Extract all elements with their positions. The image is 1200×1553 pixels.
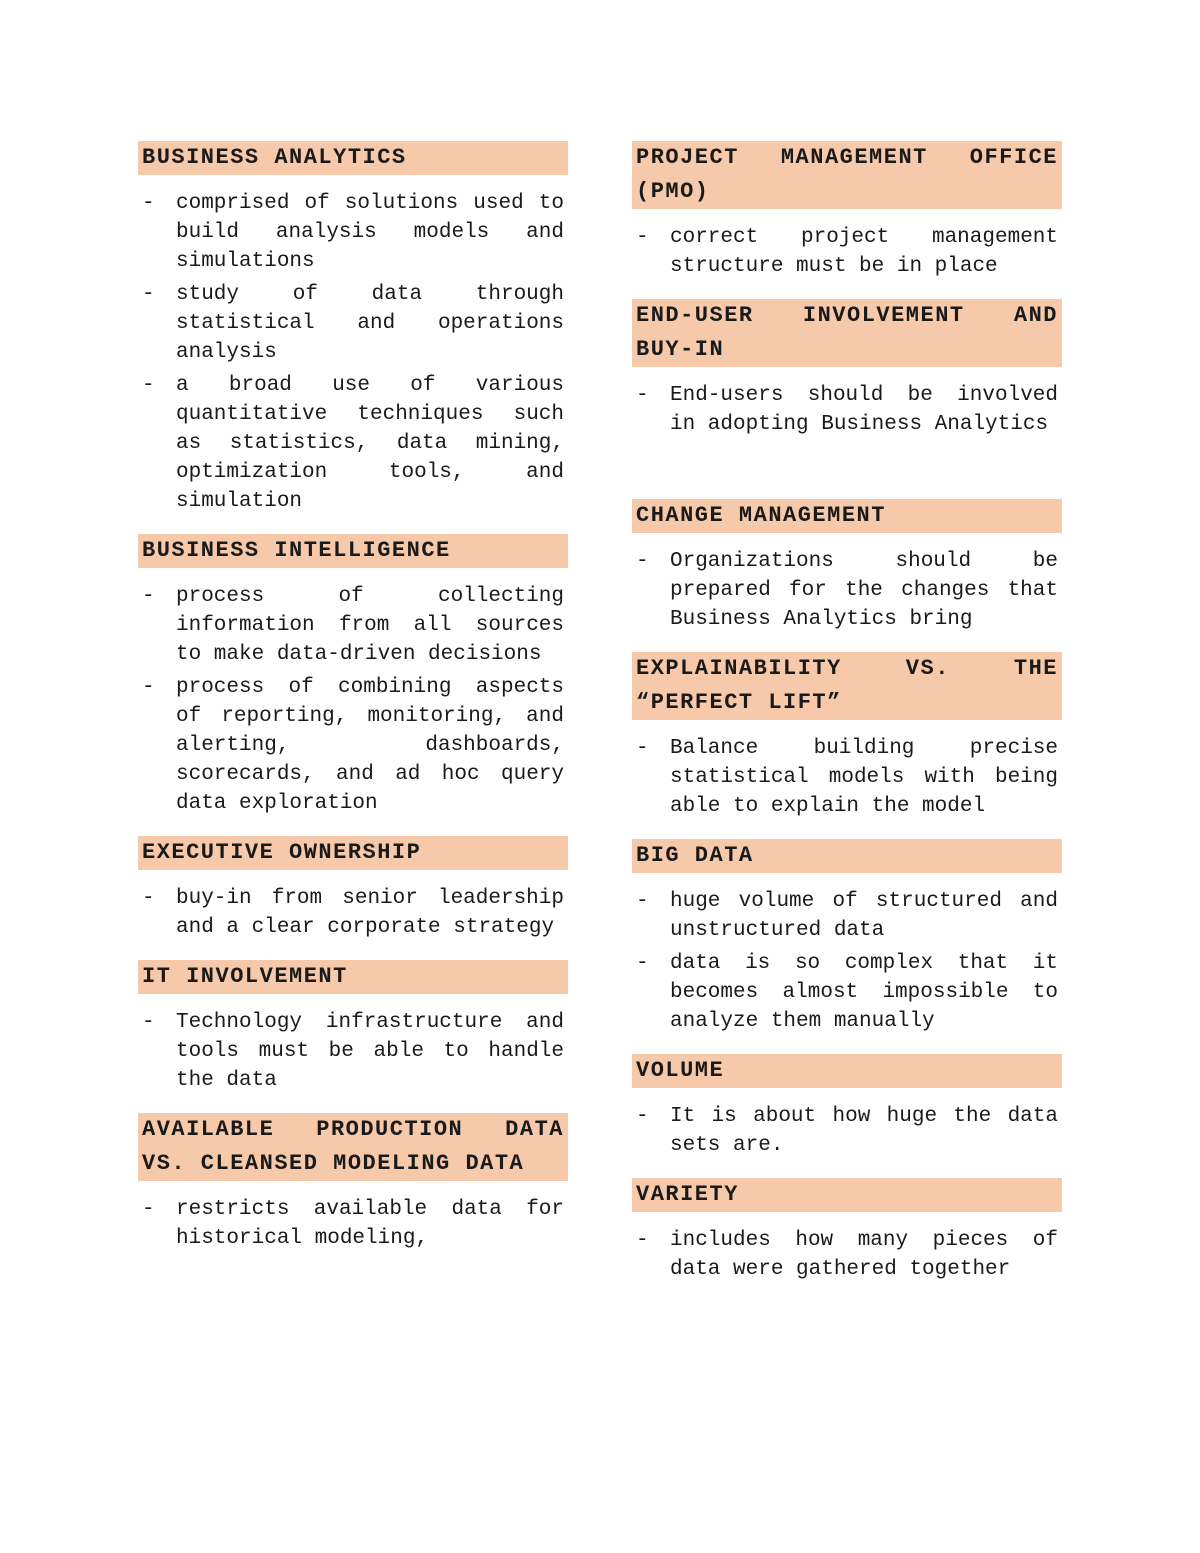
bullet-list <box>632 1226 1062 1284</box>
list-item: - Balance building precise statistical models with being able to explain the model <box>632 734 1062 821</box>
bullet-list <box>632 1102 1062 1160</box>
bullet-list <box>138 1195 568 1253</box>
section-heading: BUSINESS INTELLIGENCE <box>138 534 568 568</box>
section-executive-ownership <box>138 836 568 942</box>
list-item: - study of data through statistical and operations analysis <box>138 280 568 367</box>
section-available-production-data <box>138 1113 568 1253</box>
bullet-list <box>632 381 1062 439</box>
section-heading: IT INVOLVEMENT <box>138 960 568 994</box>
section-big-data <box>632 839 1062 1036</box>
section-heading: BUSINESS ANALYTICS <box>138 141 568 175</box>
section-heading: EXPLAINABILITY VS. THE “PERFECT LIFT” <box>632 652 1062 720</box>
section-pmo <box>632 141 1062 281</box>
list-item: - Technology infrastructure and tools must be able to handle the data <box>138 1008 568 1095</box>
section-volume <box>632 1054 1062 1160</box>
section-heading: PROJECT MANAGEMENT OFFICE (PMO) <box>632 141 1062 209</box>
section-heading: AVAILABLE PRODUCTION DATA VS. CLEANSED MODELING DATA <box>138 1113 568 1181</box>
bullet-list <box>138 189 568 516</box>
section-change-management <box>632 499 1062 634</box>
bullet-list <box>138 582 568 818</box>
list-item: - correct project management structure must be in place <box>632 223 1062 281</box>
list-item: - includes how many pieces of data were gathered together <box>632 1226 1062 1284</box>
bullet-list <box>632 547 1062 634</box>
list-item: - It is about how huge the data sets are. <box>632 1102 1062 1160</box>
list-item: - a broad use of various quantitative techniques such as statistics, data mining, optimization tools, and simulation <box>138 371 568 516</box>
bullet-list <box>138 1008 568 1095</box>
list-item: - buy-in from senior leadership and a clear corporate strategy <box>138 884 568 942</box>
left-column <box>138 141 568 1271</box>
list-item: - End-users should be involved in adopting Business Analytics <box>632 381 1062 439</box>
section-explainability <box>632 652 1062 821</box>
spacer <box>632 457 1062 499</box>
section-business-intelligence <box>138 534 568 818</box>
section-heading: VOLUME <box>632 1054 1062 1088</box>
right-column <box>632 141 1062 1302</box>
section-end-user-involvement <box>632 299 1062 439</box>
list-item: - Organizations should be prepared for the changes that Business Analytics bring <box>632 547 1062 634</box>
list-item: - data is so complex that it becomes almost impossible to analyze them manually <box>632 949 1062 1036</box>
list-item: - process of collecting information from all sources to make data-driven decisions <box>138 582 568 669</box>
section-heading: CHANGE MANAGEMENT <box>632 499 1062 533</box>
section-business-analytics <box>138 141 568 516</box>
section-heading: EXECUTIVE OWNERSHIP <box>138 836 568 870</box>
section-heading: VARIETY <box>632 1178 1062 1212</box>
bullet-list <box>632 887 1062 1036</box>
section-variety <box>632 1178 1062 1284</box>
section-it-involvement <box>138 960 568 1095</box>
bullet-list <box>138 884 568 942</box>
section-heading: BIG DATA <box>632 839 1062 873</box>
list-item: - process of combining aspects of reporting, monitoring, and alerting, dashboards, scorecards, and ad hoc query data exploration <box>138 673 568 818</box>
list-item: - huge volume of structured and unstructured data <box>632 887 1062 945</box>
section-heading: END-USER INVOLVEMENT AND BUY-IN <box>632 299 1062 367</box>
bullet-list <box>632 223 1062 281</box>
list-item: - restricts available data for historical modeling, <box>138 1195 568 1253</box>
list-item: - comprised of solutions used to build analysis models and simulations <box>138 189 568 276</box>
bullet-list <box>632 734 1062 821</box>
